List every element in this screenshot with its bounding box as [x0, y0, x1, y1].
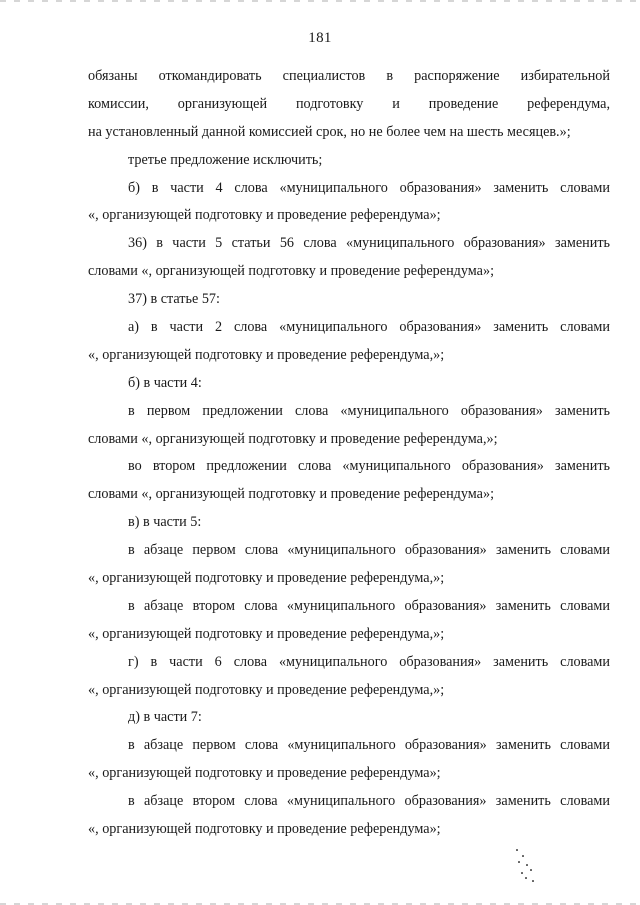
text-line: «, организующей подготовку и проведение референдума,»; — [88, 681, 445, 698]
scan-top-edge — [0, 0, 640, 2]
text-line: во втором предложении слова «муниципального образования» заменить — [128, 458, 610, 475]
text-line: «, организующей подготовку и проведение референдума,»; — [88, 625, 445, 642]
text-line: 36) в части 5 статьи 56 слова «муниципального образования» заменить — [128, 235, 610, 252]
text-line: комиссии, организующей подготовку и проведение референдума, — [88, 95, 610, 112]
text-line: «, организующей подготовку и проведение референдума,»; — [88, 570, 445, 587]
text-line: в абзаце первом слова «муниципального образования» заменить словами — [128, 737, 610, 754]
text-line: на установленный данной комиссией срок, но не более чем на шесть месяцев.»; — [88, 123, 571, 140]
text-line: в первом предложении слова «муниципального образования» заменить — [128, 402, 610, 419]
text-line: третье предложение исключить; — [128, 151, 323, 168]
text-line: в абзаце втором слова «муниципального образования» заменить словами — [128, 793, 610, 810]
text-line: 37) в статье 57: — [128, 291, 220, 308]
text-line: «, организующей подготовку и проведение референдума,»; — [88, 346, 445, 363]
scan-artifact — [512, 847, 536, 883]
document-body — [88, 63, 610, 844]
text-line: в) в части 5: — [128, 514, 202, 531]
text-line: словами «, организующей подготовку и проведение референдума,»; — [88, 430, 498, 447]
text-line: словами «, организующей подготовку и проведение референдума»; — [88, 486, 495, 503]
text-line: б) в части 4: — [128, 374, 202, 391]
text-line: в абзаце втором слова «муниципального образования» заменить словами — [128, 597, 610, 614]
text-line: г) в части 6 слова «муниципального образования» заменить словами — [128, 653, 610, 670]
text-line: д) в части 7: — [128, 709, 202, 726]
text-line: б) в части 4 слова «муниципального образования» заменить словами — [128, 179, 610, 196]
text-line: обязаны откомандировать специалистов в распоряжение избирательной — [88, 68, 610, 84]
text-line: словами «, организующей подготовку и проведение референдума»; — [88, 263, 495, 280]
page-number: 181 — [308, 30, 332, 46]
text-line: «, организующей подготовку и проведение референдума»; — [88, 821, 441, 838]
text-line: «, организующей подготовку и проведение референдума»; — [88, 207, 441, 224]
text-line: а) в части 2 слова «муниципального образования» заменить словами — [128, 319, 610, 336]
text-line: «, организующей подготовку и проведение референдума»; — [88, 765, 441, 782]
text-line: в абзаце первом слова «муниципального образования» заменить словами — [128, 542, 610, 559]
